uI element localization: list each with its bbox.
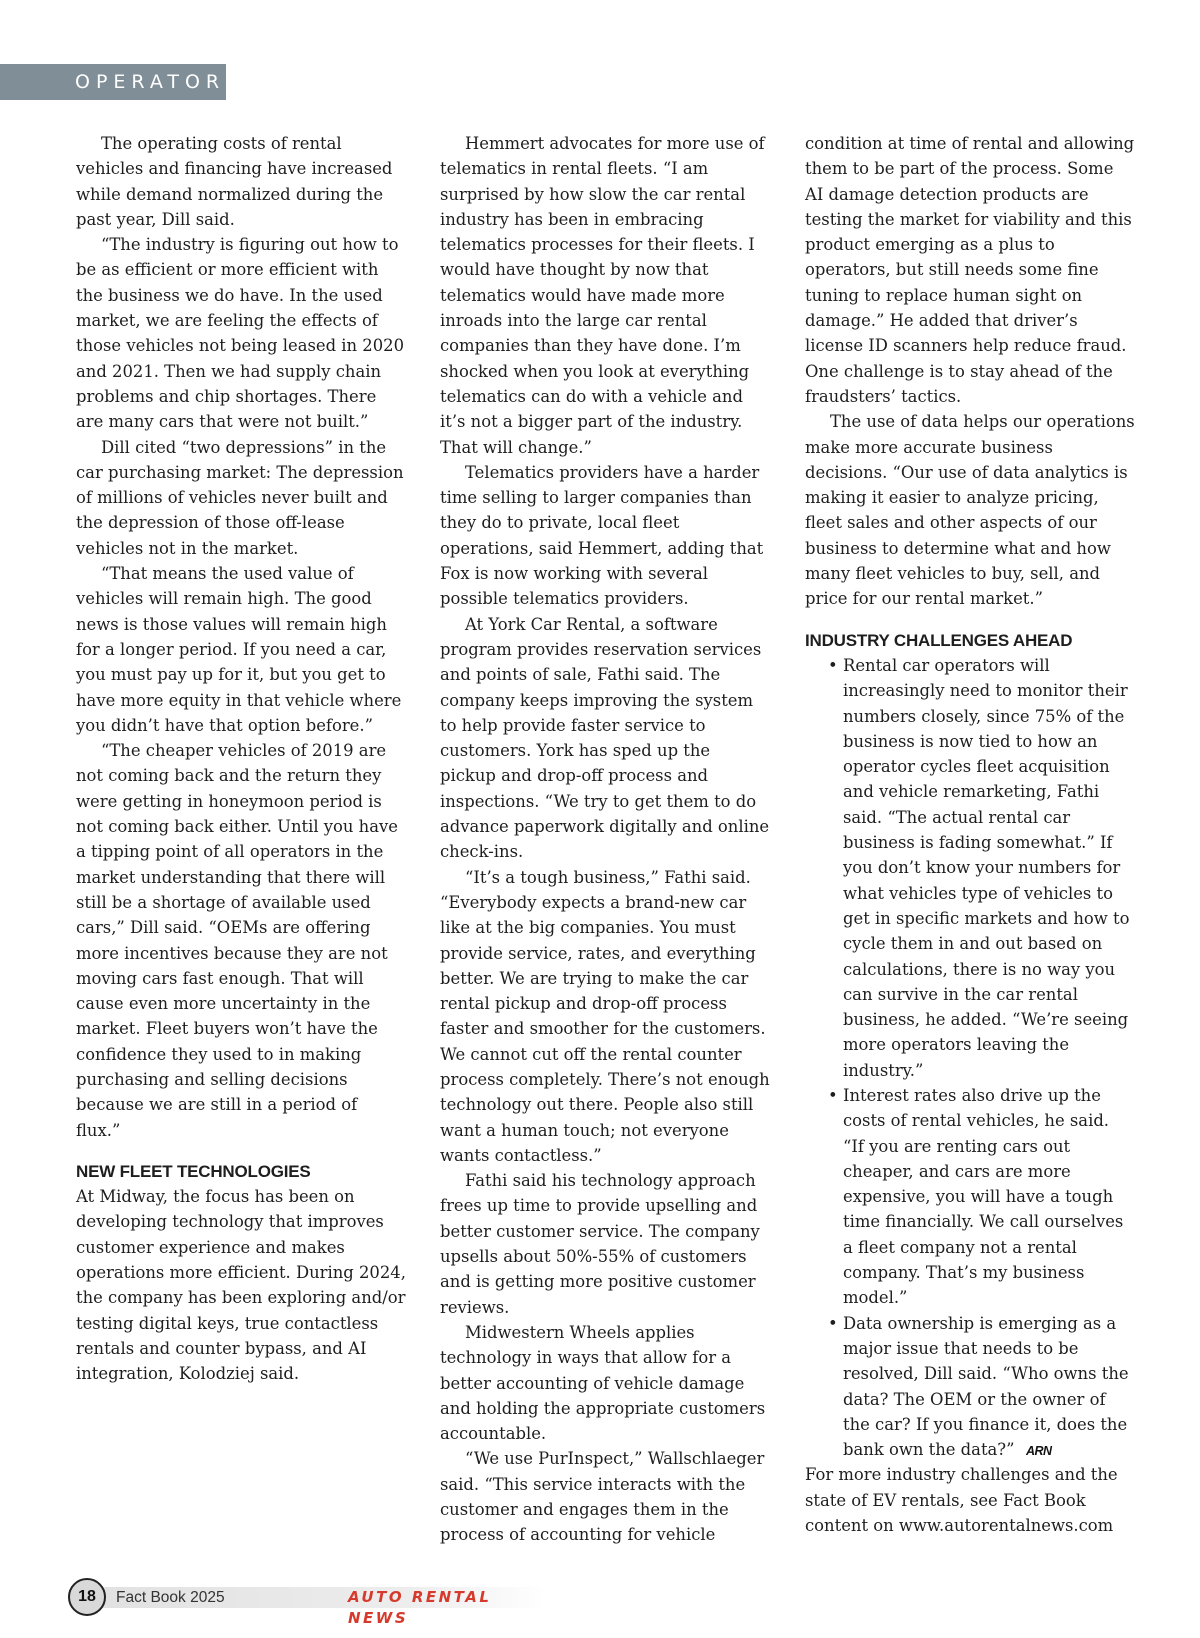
page-number: 18 [68, 1578, 106, 1616]
paragraph: “We use PurInspect,” Wallschlaeger said. “This service interacts with the customer and engages them in the process of accounting for vehicle [440, 1449, 765, 1545]
paragraph: Telematics providers have a harder time selling to larger companies than they do to private, local fleet operations, said Hemmert, adding that Fox is now working with several possible telematics providers. [440, 462, 764, 609]
closing-note: For more industry challenges and the state of EV rentals, see Fact Book content on www.autorentalnews.com [805, 1465, 1118, 1536]
list-item-text: Interest rates also drive up the costs of rental vehicles, he said. “If you are renting cars out cheaper, and cars are more expensive, you will have a tough time financially. We call ourselves a fleet company not a rental company. That’s my business model.” [843, 1085, 1124, 1308]
paragraph: The use of data helps our operations make more accurate business decisions. “Our use of data analytics is making it easier to analyze pricing, fleet sales and other aspects of our business to determine what and how many fleet vehicles to buy, sell, and price for our rental market.” [805, 412, 1135, 609]
list-item [805, 653, 1135, 1083]
paragraph: “The cheaper vehicles of 2019 are not coming back and the return they were getting in honeymoon period is not coming back either. Until you have a tipping point of all operators in the market understanding that there will still be a shortage of available used cars,” Dill said. “OEMs are offering more incentives because they are not moving cars fast enough. That will cause even more uncertainty in the market. Fleet buyers won’t have the confidence they used to in making purchasing and selling decisions because we are still in a period of flux.” [76, 741, 398, 1140]
magazine-name: AUTO RENTAL NEWS [348, 1588, 492, 1627]
paragraph: At Midway, the focus has been on developing technology that improves customer experience and makes operations more efficient. During 2024, the company has been exploring and/or testing digital keys, true contactless rentals and counter bypass, and AI integration, Kolodziej said. [76, 1187, 406, 1384]
arn-logo-text: ARN [1026, 1443, 1053, 1456]
list-item [805, 1311, 1135, 1463]
paragraph: At York Car Rental, a software program provides reservation services and points of sale, Fathi said. The company keeps improving the system to help provide faster service to customers. York has sped up the pickup and drop-off process and inspections. “We try to get them to do advance paperwork digitally and online check-ins. [440, 614, 770, 862]
section-heading-industry-challenges: INDUSTRY CHALLENGES AHEAD [805, 630, 1073, 650]
article-column-1 [76, 131, 406, 1387]
paragraph: Midwestern Wheels applies technology in ways that allow for a better accounting of vehicle damage and holding the appropriate customers accountable. [440, 1322, 766, 1444]
paragraph: Hemmert advocates for more use of telematics in rental fleets. “I am surprised by how slow the car rental industry has been in embracing telematics processes for their fleets. I would have thought by now that telematics would have made more inroads into the large car rental companies than they have done. I’m shocked when you look at everything telematics can do with a vehicle and it’s not a bigger part of the industry. That will change.” [440, 134, 765, 457]
section-label: OPERATORS [0, 64, 226, 100]
publication-title: Fact Book 2025 [116, 1589, 225, 1606]
article-column-3 [805, 131, 1135, 1538]
paragraph: The operating costs of rental vehicles and financing have increased while demand normalized during the past year, Dill said. [76, 134, 393, 229]
paragraph: “That means the used value of vehicles will remain high. The good news is those values will remain high for a longer period. If you need a car, you must pay up for it, but you get to have more equity in that vehicle where you didn’t have that option before.” [76, 564, 402, 735]
article-column-2 [440, 131, 770, 1548]
arn-logo-icon [1026, 1444, 1058, 1456]
section-heading-new-fleet-technologies: NEW FLEET TECHNOLOGIES [76, 1161, 311, 1181]
list-item-text: Rental car operators will increasingly need to monitor their numbers closely, since 75% of the business is now tied to how an operator cycles fleet acquisition and vehicle remarketing, Fathi said. “The actual rental car business is fading somewhat.” If you don’t know your numbers for what vehicles type of vehicles to get in specific markets and how to cycle them in and out based on calculations, there is no way you can survive in the car rental business, he added. “We’re seeing more operators leaving the industry.” [843, 655, 1130, 1080]
paragraph: “It’s a tough business,” Fathi said. “Everybody expects a brand-new car like at the big companies. You must provide service, rates, and everything better. We are trying to make the car rental pickup and drop-off process faster and smoother for the customers. We cannot cut off the rental counter process completely. There’s not enough technology out there. People also still want a human touch; not everyone wants contactless.” [440, 867, 770, 1165]
paragraph: “The industry is figuring out how to be as efficient or more efficient with the business we do have. In the used market, we are feeling the effects of those vehicles not being leased in 2020 and 2021. Then we had supply chain problems and chip shortages. There are many cars that were not built.” [76, 235, 404, 432]
list-item-text: Data ownership is emerging as a major issue that needs to be resolved, Dill said. “Who owns the data? The OEM or the owner of the car? If you finance it, does the bank own the data?” [843, 1313, 1129, 1460]
paragraph: Dill cited “two depressions” in the car purchasing market: The depression of millions of vehicles never built and the depression of those off-lease vehicles not in the market. [76, 437, 404, 558]
list-item [805, 1083, 1135, 1311]
page-footer [68, 1578, 548, 1627]
paragraph: condition at time of rental and allowing them to be part of the process. Some AI damage detection products are testing the market for viability and this product emerging as a plus to operators, but still needs some fine tuning to replace human sight on damage.” He added that driver’s license ID scanners help reduce fraud. One challenge is to stay ahead of the fraudsters’ tactics. [805, 134, 1135, 406]
paragraph: Fathi said his technology approach frees up time to provide upselling and better customer service. The company upsells about 50%-55% of customers and is getting more positive customer reviews. [440, 1171, 760, 1317]
challenges-list [805, 653, 1135, 1463]
